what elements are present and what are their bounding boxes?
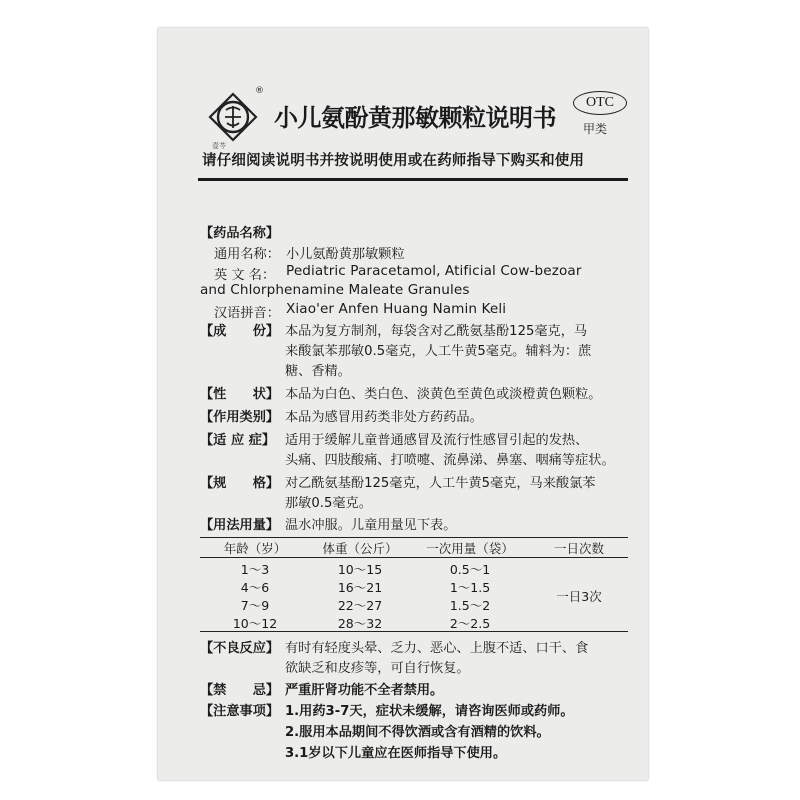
generic-name-value: 小儿氨酚黄那敏颗粒 <box>286 247 405 262</box>
table-cell: 2～2.5 <box>449 616 491 631</box>
table-header-rule <box>200 557 628 558</box>
table-header-daily: 一日次数 <box>553 541 604 556</box>
table-cell: 28～32 <box>337 616 383 631</box>
adverse-line2: 欲缺乏和皮疹等，可自行恢复。 <box>285 661 470 676</box>
english-name-line1: Pediatric Paracetamol, Atificial Cow-bezoar <box>286 263 582 279</box>
registered-mark: ® <box>255 86 264 96</box>
contraindications-heading: 【禁 忌】 <box>200 683 280 698</box>
english-name-label: 英 文 名： <box>214 268 276 283</box>
table-cell: 16～21 <box>337 580 383 595</box>
table-cell: 1.5～2 <box>449 598 491 613</box>
header-divider <box>198 178 628 181</box>
contraindications-text: 严重肝肾功能不全者禁用。 <box>285 683 444 698</box>
table-header-age: 年龄（岁） <box>223 541 287 556</box>
composition-line3: 糖、香精。 <box>285 364 351 379</box>
brand-name: 壹芩 <box>212 142 226 150</box>
table-cell: 1～1.5 <box>449 580 491 595</box>
precaution-item-2: 2.服用本品期间不得饮酒或含有酒精的饮料。 <box>285 725 550 740</box>
precaution-item-1: 1.用药3-7天，症状未缓解，请咨询医师或药师。 <box>285 704 574 719</box>
precautions-heading: 【注意事项】 <box>200 704 280 719</box>
table-cell: 10～15 <box>337 562 383 577</box>
otc-class-label: 甲类 <box>583 122 608 136</box>
drug-name-heading: 【药品名称】 <box>200 226 280 241</box>
leaflet-sheet <box>158 28 648 780</box>
category-heading: 【作用类别】 <box>200 410 280 425</box>
table-cell: 4～6 <box>240 580 270 595</box>
table-bottom-rule <box>200 631 628 632</box>
specification-heading: 【规 格】 <box>200 476 280 491</box>
composition-line1: 本品为复方制剂，每袋含对乙酰氨基酚125毫克，马 <box>285 324 588 339</box>
pinyin-value: Xiao'er Anfen Huang Namin Keli <box>286 301 507 317</box>
generic-name-label: 通用名称： <box>214 247 280 262</box>
otc-badge: OTC <box>573 91 627 115</box>
properties-heading: 【性 状】 <box>200 387 280 402</box>
table-header-dose: 一次用量（袋） <box>426 541 514 556</box>
table-cell: 7～9 <box>240 598 270 613</box>
table-cell: 10～12 <box>232 616 278 631</box>
indications-line2: 头痛、四肢酸痛、打喷嚏、流鼻涕、鼻塞、咽痛等症状。 <box>285 453 615 468</box>
table-cell: 0.5～1 <box>449 562 491 577</box>
specification-line2: 那敏0.5毫克。 <box>285 496 372 511</box>
precaution-item-3: 3.1岁以下儿童应在医师指导下使用。 <box>285 746 507 761</box>
properties-text: 本品为白色、类白色、淡黄色至黄色或淡橙黄色颗粒。 <box>285 387 602 402</box>
adverse-heading: 【不良反应】 <box>200 641 280 656</box>
dosage-heading: 【用法用量】 <box>200 518 280 533</box>
english-name-line2: and Chlorphenamine Maleate Granules <box>200 282 470 298</box>
table-daily-times: 一日3次 <box>556 589 602 604</box>
specification-line1: 对乙酰氨基酚125毫克，人工牛黄5毫克，马来酸氯苯 <box>285 476 596 491</box>
table-cell: 22～27 <box>337 598 383 613</box>
indications-line1: 适用于缓解儿童普通感冒及流行性感冒引起的发热、 <box>285 433 589 448</box>
brand-logo-icon <box>204 88 262 146</box>
composition-line2: 来酸氯苯那敏0.5毫克，人工牛黄5毫克。辅料为：蔗 <box>285 344 592 359</box>
usage-instruction: 请仔细阅读说明书并按说明使用或在药师指导下购买和使用 <box>202 153 585 169</box>
adverse-line1: 有时有轻度头晕、乏力、恶心、上腹不适、口干、食 <box>285 641 589 656</box>
pinyin-label: 汉语拼音： <box>214 306 280 321</box>
leaflet-title: 小儿氨酚黄那敏颗粒说明书 <box>274 104 556 132</box>
composition-heading: 【成 份】 <box>200 324 280 339</box>
indications-heading: 【适 应 症】 <box>200 433 276 448</box>
table-header-weight: 体重（公斤） <box>322 541 398 556</box>
dosage-text: 温水冲服。儿童用量见下表。 <box>285 518 457 533</box>
table-cell: 1～3 <box>240 562 270 577</box>
category-text: 本品为感冒用药类非处方药药品。 <box>285 410 483 425</box>
